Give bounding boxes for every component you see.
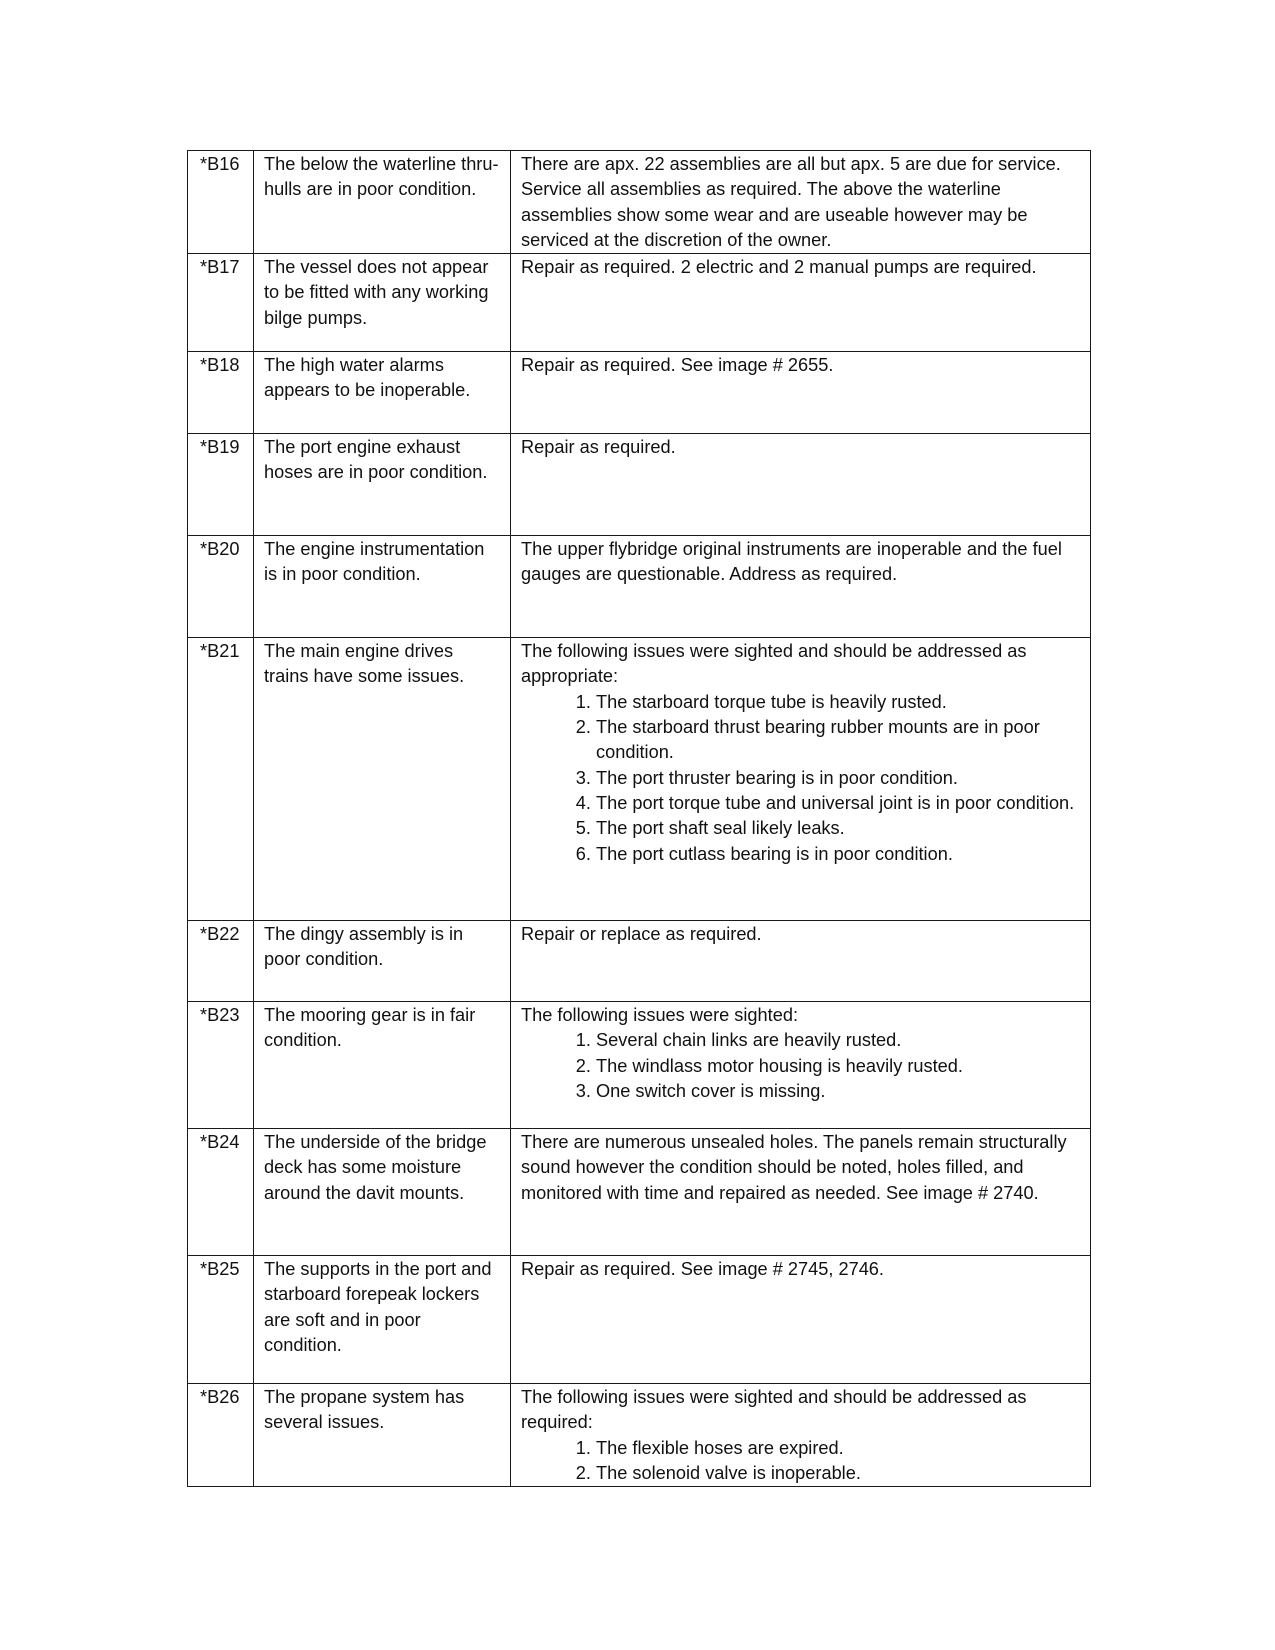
- item-code: *B17: [188, 254, 254, 352]
- recommendation-text: [511, 536, 1091, 638]
- findings-table: [187, 150, 1091, 1487]
- recommendation-text: [511, 151, 1091, 254]
- item-code: *B16: [188, 151, 254, 254]
- list-item: 5. The port shaft seal likely leaks.: [596, 816, 1080, 841]
- issue-list: [521, 690, 1080, 867]
- item-code: *B24: [188, 1129, 254, 1256]
- recommendation-intro: The following issues were sighted:: [521, 1005, 798, 1026]
- list-item: 2. The starboard thrust bearing rubber mounts are in poor condition.: [596, 715, 1080, 766]
- table-row: [188, 1256, 1091, 1384]
- table-row: [188, 434, 1091, 536]
- finding-text: The propane system has several issues.: [254, 1384, 511, 1487]
- recommendation-intro: Repair as required. See image # 2655.: [521, 355, 834, 376]
- finding-text: The dingy assembly is in poor condition.: [254, 921, 511, 1002]
- finding-text: The port engine exhaust hoses are in poor condition.: [254, 434, 511, 536]
- recommendation-text: [511, 1002, 1091, 1129]
- table-row: [188, 638, 1091, 921]
- item-code: *B26: [188, 1384, 254, 1487]
- item-code: *B25: [188, 1256, 254, 1384]
- item-code: *B23: [188, 1002, 254, 1129]
- table-row: [188, 352, 1091, 434]
- finding-text: The below the waterline thru-hulls are in poor condition.: [254, 151, 511, 254]
- issue-list: [521, 1028, 1080, 1104]
- recommendation-text: [511, 921, 1091, 1002]
- recommendation-intro: Repair as required. See image # 2745, 2746.: [521, 1259, 884, 1280]
- list-item: 3. One switch cover is missing.: [596, 1079, 1080, 1104]
- table-row: [188, 1002, 1091, 1129]
- table-row: [188, 536, 1091, 638]
- list-item: 1. The starboard torque tube is heavily rusted.: [596, 690, 1080, 715]
- recommendation-intro: Repair as required.: [521, 437, 676, 458]
- finding-text: The underside of the bridge deck has some moisture around the davit mounts.: [254, 1129, 511, 1256]
- table-row: [188, 921, 1091, 1002]
- issue-list: [521, 1436, 1080, 1487]
- recommendation-text: [511, 1129, 1091, 1256]
- recommendation-text: [511, 638, 1091, 921]
- recommendation-text: [511, 434, 1091, 536]
- item-code: *B19: [188, 434, 254, 536]
- findings-table-body: [188, 151, 1091, 1487]
- item-code: *B22: [188, 921, 254, 1002]
- list-item: 1. The flexible hoses are expired.: [596, 1436, 1080, 1461]
- recommendation-text: [511, 254, 1091, 352]
- recommendation-intro: There are apx. 22 assemblies are all but apx. 5 are due for service. Service all assemblies as required. The above the waterline assemblies show some wear and are useable however may be serviced at the discretion of the owner.: [521, 154, 1061, 250]
- recommendation-intro: Repair as required. 2 electric and 2 manual pumps are required.: [521, 257, 1037, 278]
- item-code: *B18: [188, 352, 254, 434]
- finding-text: The supports in the port and starboard forepeak lockers are soft and in poor condition.: [254, 1256, 511, 1384]
- recommendation-intro: The following issues were sighted and should be addressed as required:: [521, 1387, 1027, 1433]
- table-row: [188, 1384, 1091, 1487]
- recommendation-intro: The upper flybridge original instruments are inoperable and the fuel gauges are questionable. Address as required.: [521, 539, 1062, 585]
- table-row: [188, 254, 1091, 352]
- finding-text: The vessel does not appear to be fitted with any working bilge pumps.: [254, 254, 511, 352]
- finding-text: The high water alarms appears to be inoperable.: [254, 352, 511, 434]
- recommendation-text: [511, 1384, 1091, 1487]
- list-item: 2. The windlass motor housing is heavily rusted.: [596, 1054, 1080, 1079]
- table-row: [188, 151, 1091, 254]
- list-item: 2. The solenoid valve is inoperable.: [596, 1461, 1080, 1486]
- list-item: 4. The port torque tube and universal joint is in poor condition.: [596, 791, 1080, 816]
- recommendation-intro: The following issues were sighted and should be addressed as appropriate:: [521, 641, 1027, 687]
- finding-text: The main engine drives trains have some issues.: [254, 638, 511, 921]
- recommendation-text: [511, 1256, 1091, 1384]
- recommendation-intro: There are numerous unsealed holes. The panels remain structurally sound however the condition should be noted, holes filled, and monitored with time and repaired as needed. See image # 2740.: [521, 1132, 1067, 1203]
- recommendation-text: [511, 352, 1091, 434]
- table-row: [188, 1129, 1091, 1256]
- recommendation-intro: Repair or replace as required.: [521, 924, 762, 945]
- finding-text: The engine instrumentation is in poor condition.: [254, 536, 511, 638]
- list-item: 6. The port cutlass bearing is in poor condition.: [596, 842, 1080, 867]
- list-item: 1. Several chain links are heavily rusted.: [596, 1028, 1080, 1053]
- finding-text: The mooring gear is in fair condition.: [254, 1002, 511, 1129]
- list-item: 3. The port thruster bearing is in poor condition.: [596, 766, 1080, 791]
- item-code: *B20: [188, 536, 254, 638]
- item-code: *B21: [188, 638, 254, 921]
